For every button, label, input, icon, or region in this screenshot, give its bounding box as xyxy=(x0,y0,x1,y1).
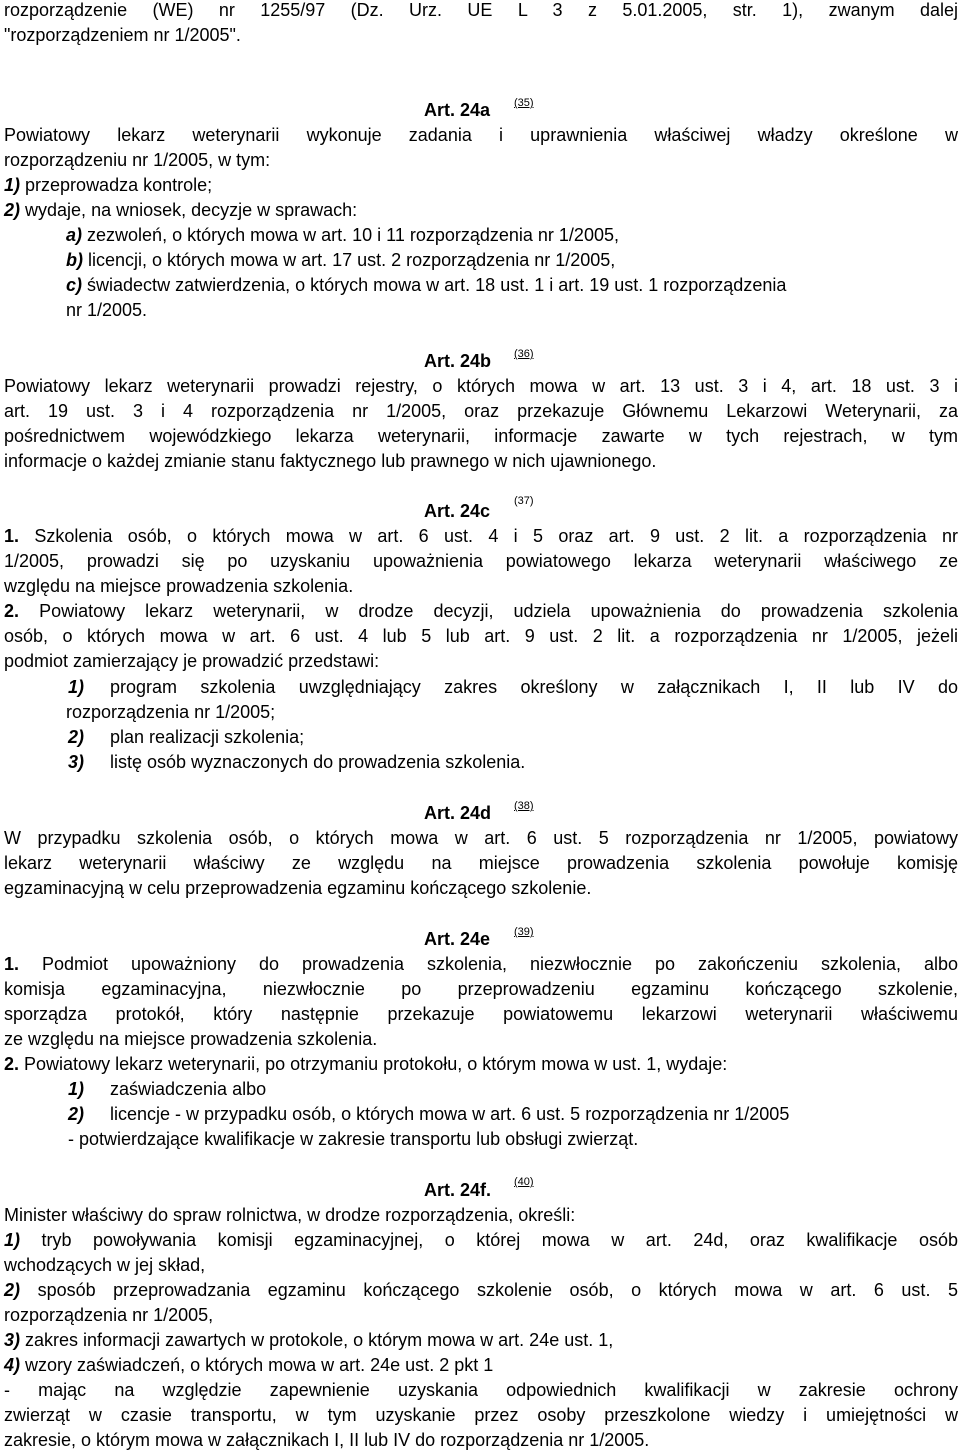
art24a-line-1: Powiatowy lekarz weterynarii wykonuje zadania i uprawnienia właściwej władzy określone w xyxy=(4,125,958,145)
art24b-line-4: informacje o każdej zmianie stanu faktycznego lub prawnego w nich ujawnionego. xyxy=(4,451,657,471)
art24e-tail: - potwierdzające kwalifikacje w zakresie transportu lub obsługi zwierząt. xyxy=(68,1129,639,1149)
art24d-line-2: lekarz weterynarii właściwy ze względu na miejsce prowadzenia szkolenia powołuje komisję xyxy=(4,853,958,873)
art24c-sec-1-line-2: 1/2005, prowadzi się po uzyskaniu upoważnienia powiatowego lekarza weterynarii właściwego ze xyxy=(4,551,958,571)
art24c-item-3: listę osób wyznaczonych do prowadzenia szkolenia. xyxy=(110,752,526,772)
art24a-item-c-cont: nr 1/2005. xyxy=(66,300,148,320)
art24c-sec-1-line-1: 1. Szkolenia osób, o których mowa w art. 6 ust. 4 i 5 oraz art. 9 ust. 2 lit. a rozporządzenia nr xyxy=(4,526,958,546)
article-heading-24b: Art. 24b xyxy=(424,351,492,371)
article-heading-24d: Art. 24d xyxy=(424,803,492,823)
intro-line-2: "rozporządzeniem nr 1/2005". xyxy=(4,25,241,45)
art24a-item-1: 1) przeprowadza kontrole; xyxy=(4,175,213,195)
art24f-item-2-line-2: rozporządzenia nr 1/2005, xyxy=(4,1305,214,1325)
art24e-sec-1-line-4: ze względu na miejsce prowadzenia szkolenia. xyxy=(4,1029,378,1049)
art24c-sec-2-line-1: 2. Powiatowy lekarz weterynarii, w drodze decyzji, udziela upoważnienia do prowadzenia szkolenia xyxy=(4,601,958,621)
art24f-tail-line-3: zakresie, o którym mowa w załącznikach I, II lub IV do rozporządzenia nr 1/2005. xyxy=(4,1430,650,1450)
footnote-ref-40[interactable]: (40) xyxy=(514,1176,534,1188)
art24a-item-a: a) zezwoleń, o których mowa w art. 10 i 11 rozporządzenia nr 1/2005, xyxy=(66,225,619,245)
footnote-ref-36[interactable]: (36) xyxy=(514,348,534,360)
art24b-line-1: Powiatowy lekarz weterynarii prowadzi rejestry, o których mowa w art. 13 ust. 3 i 4, art. 18 ust. 3 i xyxy=(4,376,958,396)
art24c-item-2: plan realizacji szkolenia; xyxy=(110,727,305,747)
art24c-item-3-num: 3) xyxy=(68,752,85,772)
article-heading-24f: Art. 24f. xyxy=(424,1180,492,1200)
art24c-sec-2-line-2: osób, o których mowa w art. 6 ust. 4 lub 5 lub art. 9 ust. 2 lit. a rozporządzenia nr 1/2005, jeżeli xyxy=(4,626,958,646)
art24d-line-3: egzaminacyjną w celu przeprowadzenia egzaminu kończącego szkolenie. xyxy=(4,878,592,898)
art24f-tail-line-1: - mając na względzie zapewnienie uzyskania odpowiednich kwalifikacji w zakresie ochrony xyxy=(4,1380,958,1400)
art24f-item-1-line-1: 1) tryb powoływania komisji egzaminacyjnej, o której mowa w art. 24d, oraz kwalifikacje osób xyxy=(4,1230,958,1250)
footnote-ref-37[interactable]: (37) xyxy=(514,495,534,507)
art24c-sec-1-line-3: względu na miejsce prowadzenia szkolenia. xyxy=(4,576,354,596)
art24e-sec-1-line-2: komisja egzaminacyjna, niezwłocznie po przeprowadzeniu egzaminu kończącego szkolenie, xyxy=(4,979,958,999)
footnote-ref-38[interactable]: (38) xyxy=(514,800,534,812)
art24e-item-2-num: 2) xyxy=(68,1104,85,1124)
art24a-item-2: 2) wydaje, na wniosek, decyzje w sprawach: xyxy=(4,200,358,220)
art24c-item-1-line-1: program szkolenia uwzględniający zakres określony w załącznikach I, II lub IV do xyxy=(110,677,958,697)
intro-line-1: rozporządzenie (WE) nr 1255/97 (Dz. Urz. UE L 3 z 5.01.2005, str. 1), zwanym dalej xyxy=(4,0,958,20)
art24b-line-2: art. 19 ust. 3 i 4 rozporządzenia nr 1/2005, oraz przekazuje Głównemu Lekarzowi Weterynarii, za xyxy=(4,401,958,421)
art24a-item-c: c) świadectw zatwierdzenia, o których mowa w art. 18 ust. 1 i art. 19 ust. 1 rozporządzenia xyxy=(66,275,787,295)
article-heading-24c: Art. 24c xyxy=(424,501,491,521)
art24f-item-2-line-1: 2) sposób przeprowadzania egzaminu kończącego szkolenie osób, o których mowa w art. 6 ust. 5 xyxy=(4,1280,958,1300)
art24e-sec-1-line-3: sporządza protokół, który następnie przekazuje powiatowemu lekarzowi weterynarii właściwemu xyxy=(4,1004,958,1024)
article-heading-24a: Art. 24a xyxy=(424,100,491,120)
art24a-item-b: b) licencji, o których mowa w art. 17 ust. 2 rozporządzenia nr 1/2005, xyxy=(66,250,616,270)
art24f-tail-line-2: zwierząt w czasie transportu, w tym uzyskanie przez osoby przeszkolone wiedzy i umiejętności w xyxy=(4,1405,958,1425)
footnote-ref-39[interactable]: (39) xyxy=(514,926,534,938)
footnote-ref-35[interactable]: (35) xyxy=(514,97,534,109)
art24c-sec-2-line-3: podmiot zamierzający je prowadzić przedstawi: xyxy=(4,651,380,671)
art24a-line-2: rozporządzeniu nr 1/2005, w tym: xyxy=(4,150,271,170)
art24f-item-1-line-2: wchodzących w jej skład, xyxy=(4,1255,206,1275)
art24e-sec-1-line-1: 1. Podmiot upoważniony do prowadzenia szkolenia, niezwłocznie po zakończeniu szkolenia, albo xyxy=(4,954,958,974)
art24e-item-1: zaświadczenia albo xyxy=(110,1079,267,1099)
art24c-item-1-num: 1) xyxy=(68,677,85,697)
art24b-line-3: pośrednictwem wojewódzkiego lekarza weterynarii, informacje zawarte w tych rejestrach, w tym xyxy=(4,426,958,446)
art24f-item-4: 4) wzory zaświadczeń, o których mowa w art. 24e ust. 2 pkt 1 xyxy=(4,1355,494,1375)
art24e-item-1-num: 1) xyxy=(68,1079,85,1099)
art24c-item-2-num: 2) xyxy=(68,727,85,747)
art24f-item-3: 3) zakres informacji zawartych w protokole, o którym mowa w art. 24e ust. 1, xyxy=(4,1330,614,1350)
article-heading-24e: Art. 24e xyxy=(424,929,491,949)
art24f-intro: Minister właściwy do spraw rolnictwa, w drodze rozporządzenia, określi: xyxy=(4,1205,576,1225)
art24e-sec-2-line-1: 2. Powiatowy lekarz weterynarii, po otrzymaniu protokołu, o którym mowa w ust. 1, wydaje: xyxy=(4,1054,728,1074)
art24e-item-2: licencje - w przypadku osób, o których mowa w art. 6 ust. 5 rozporządzenia nr 1/2005 xyxy=(110,1104,790,1124)
art24c-item-1-line-2: rozporządzenia nr 1/2005; xyxy=(66,702,276,722)
art24d-line-1: W przypadku szkolenia osób, o których mowa w art. 6 ust. 5 rozporządzenia nr 1/2005, powiatowy xyxy=(4,828,958,848)
